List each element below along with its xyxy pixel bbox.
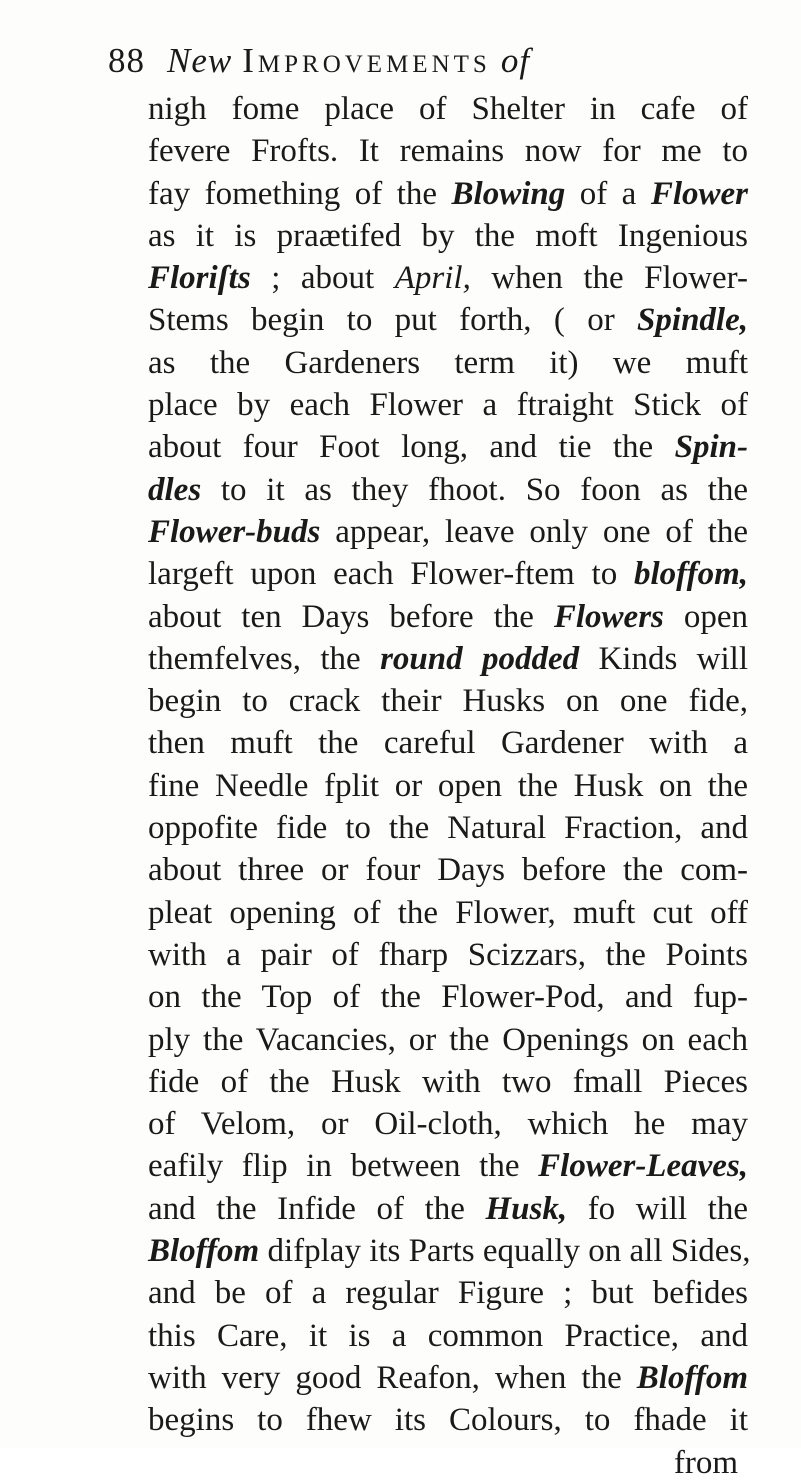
italic-term: bloffom, [634, 556, 748, 593]
text-run: fay fomething of the [148, 175, 452, 212]
italic-term: April, [394, 260, 471, 297]
text-run: about four Foot long, and tie the [148, 429, 675, 466]
italic-term: round podded [380, 640, 580, 677]
text-run: largeft upon each Flower-ftem to [148, 556, 635, 593]
text-run: when the Flower- [470, 260, 748, 297]
text-run: of a [565, 175, 651, 212]
italic-term: Floriſts [148, 260, 251, 297]
text-line: as it is praætifed by the moft Ingenious [148, 217, 748, 254]
text-line: as the Gardeners term it) we muft [148, 344, 748, 381]
text-line: about three or four Days before the com- [148, 852, 748, 889]
text-line [148, 469, 748, 511]
running-title-new: New [167, 41, 233, 80]
italic-term: Spin- [674, 429, 748, 466]
italic-term: dles [148, 471, 202, 508]
italic-term: Spindle, [637, 302, 748, 339]
text-line [148, 1357, 748, 1399]
text-run: appear, leave only one of the [320, 513, 748, 550]
italic-term: Blowing [451, 175, 566, 212]
text-line: of Velom, or Oil-cloth, which he may [148, 1106, 748, 1143]
italic-term: Bloffom [148, 1233, 260, 1270]
text-run: eafily flip in between the [148, 1148, 539, 1185]
italic-term: Bloffom [636, 1359, 748, 1396]
text-line [148, 596, 748, 638]
body-text [148, 88, 751, 1484]
text-run: Kinds will [579, 640, 749, 677]
text-line: on the Top of the Flower-Pod, and fup- [148, 979, 748, 1016]
text-line: and be of a regular Figure ; but befides [148, 1275, 748, 1312]
text-line: begin to crack their Husks on one fide, [148, 683, 748, 720]
text-line: this Care, it is a common Practice, and [148, 1317, 748, 1354]
text-line: place by each Flower a ftraight Stick of [148, 387, 748, 424]
text-line: pleat opening of the Flower, muft cut off [148, 894, 748, 931]
italic-term: Flower-buds [148, 513, 321, 550]
text-line [148, 553, 748, 595]
italic-term: Flower [650, 175, 748, 212]
running-title-of: of [500, 41, 531, 80]
text-line: ply the Vacancies, or the Openings on each [148, 1021, 748, 1058]
text-run: difplay its Parts equally on all Sides, [259, 1233, 751, 1270]
italic-term: Flowers [553, 598, 664, 635]
text-run: themfelves, the [148, 640, 381, 677]
italic-term: Flower-Leaves, [538, 1148, 748, 1185]
text-line: begins to fhew its Colours, to fhade it [148, 1402, 748, 1439]
text-line: fide of the Husk with two fmall Pieces [148, 1063, 748, 1100]
text-line [148, 173, 748, 215]
text-line [148, 511, 748, 553]
text-line: fine Needle fplit or open the Husk on the [148, 767, 748, 804]
text-line: oppofite fide to the Natural Fraction, and [148, 810, 748, 847]
page-number: 88 [108, 41, 145, 80]
running-title-improvements: Improvements [242, 41, 491, 80]
text-line [148, 1188, 748, 1230]
text-line [148, 638, 748, 680]
catchword: from [673, 1444, 738, 1481]
text-run: about ten Days before the [148, 598, 554, 635]
text-run: fo will the [567, 1190, 748, 1227]
text-line [148, 1230, 751, 1272]
running-head [108, 36, 708, 86]
italic-term: Husk, [485, 1190, 568, 1227]
text-line [148, 426, 748, 468]
text-line [148, 299, 748, 341]
text-line: then muft the careful Gardener with a [148, 725, 748, 762]
text-line: fevere Frofts. It remains now for me to [148, 133, 748, 170]
text-run: with very good Reafon, when the [148, 1359, 637, 1396]
text-line: with a pair of fharp Scizzars, the Points [148, 936, 748, 973]
text-run: ; about [250, 260, 395, 297]
text-run: to it as they fhoot. So foon as the [201, 471, 748, 508]
text-line [148, 257, 748, 299]
text-run: Stems begin to put forth, ( or [148, 302, 638, 339]
text-line [148, 1145, 748, 1187]
text-run: open [663, 598, 748, 635]
text-run: and the Infide of the [148, 1190, 486, 1227]
text-line: nigh fome place of Shelter in cafe of [148, 91, 748, 127]
